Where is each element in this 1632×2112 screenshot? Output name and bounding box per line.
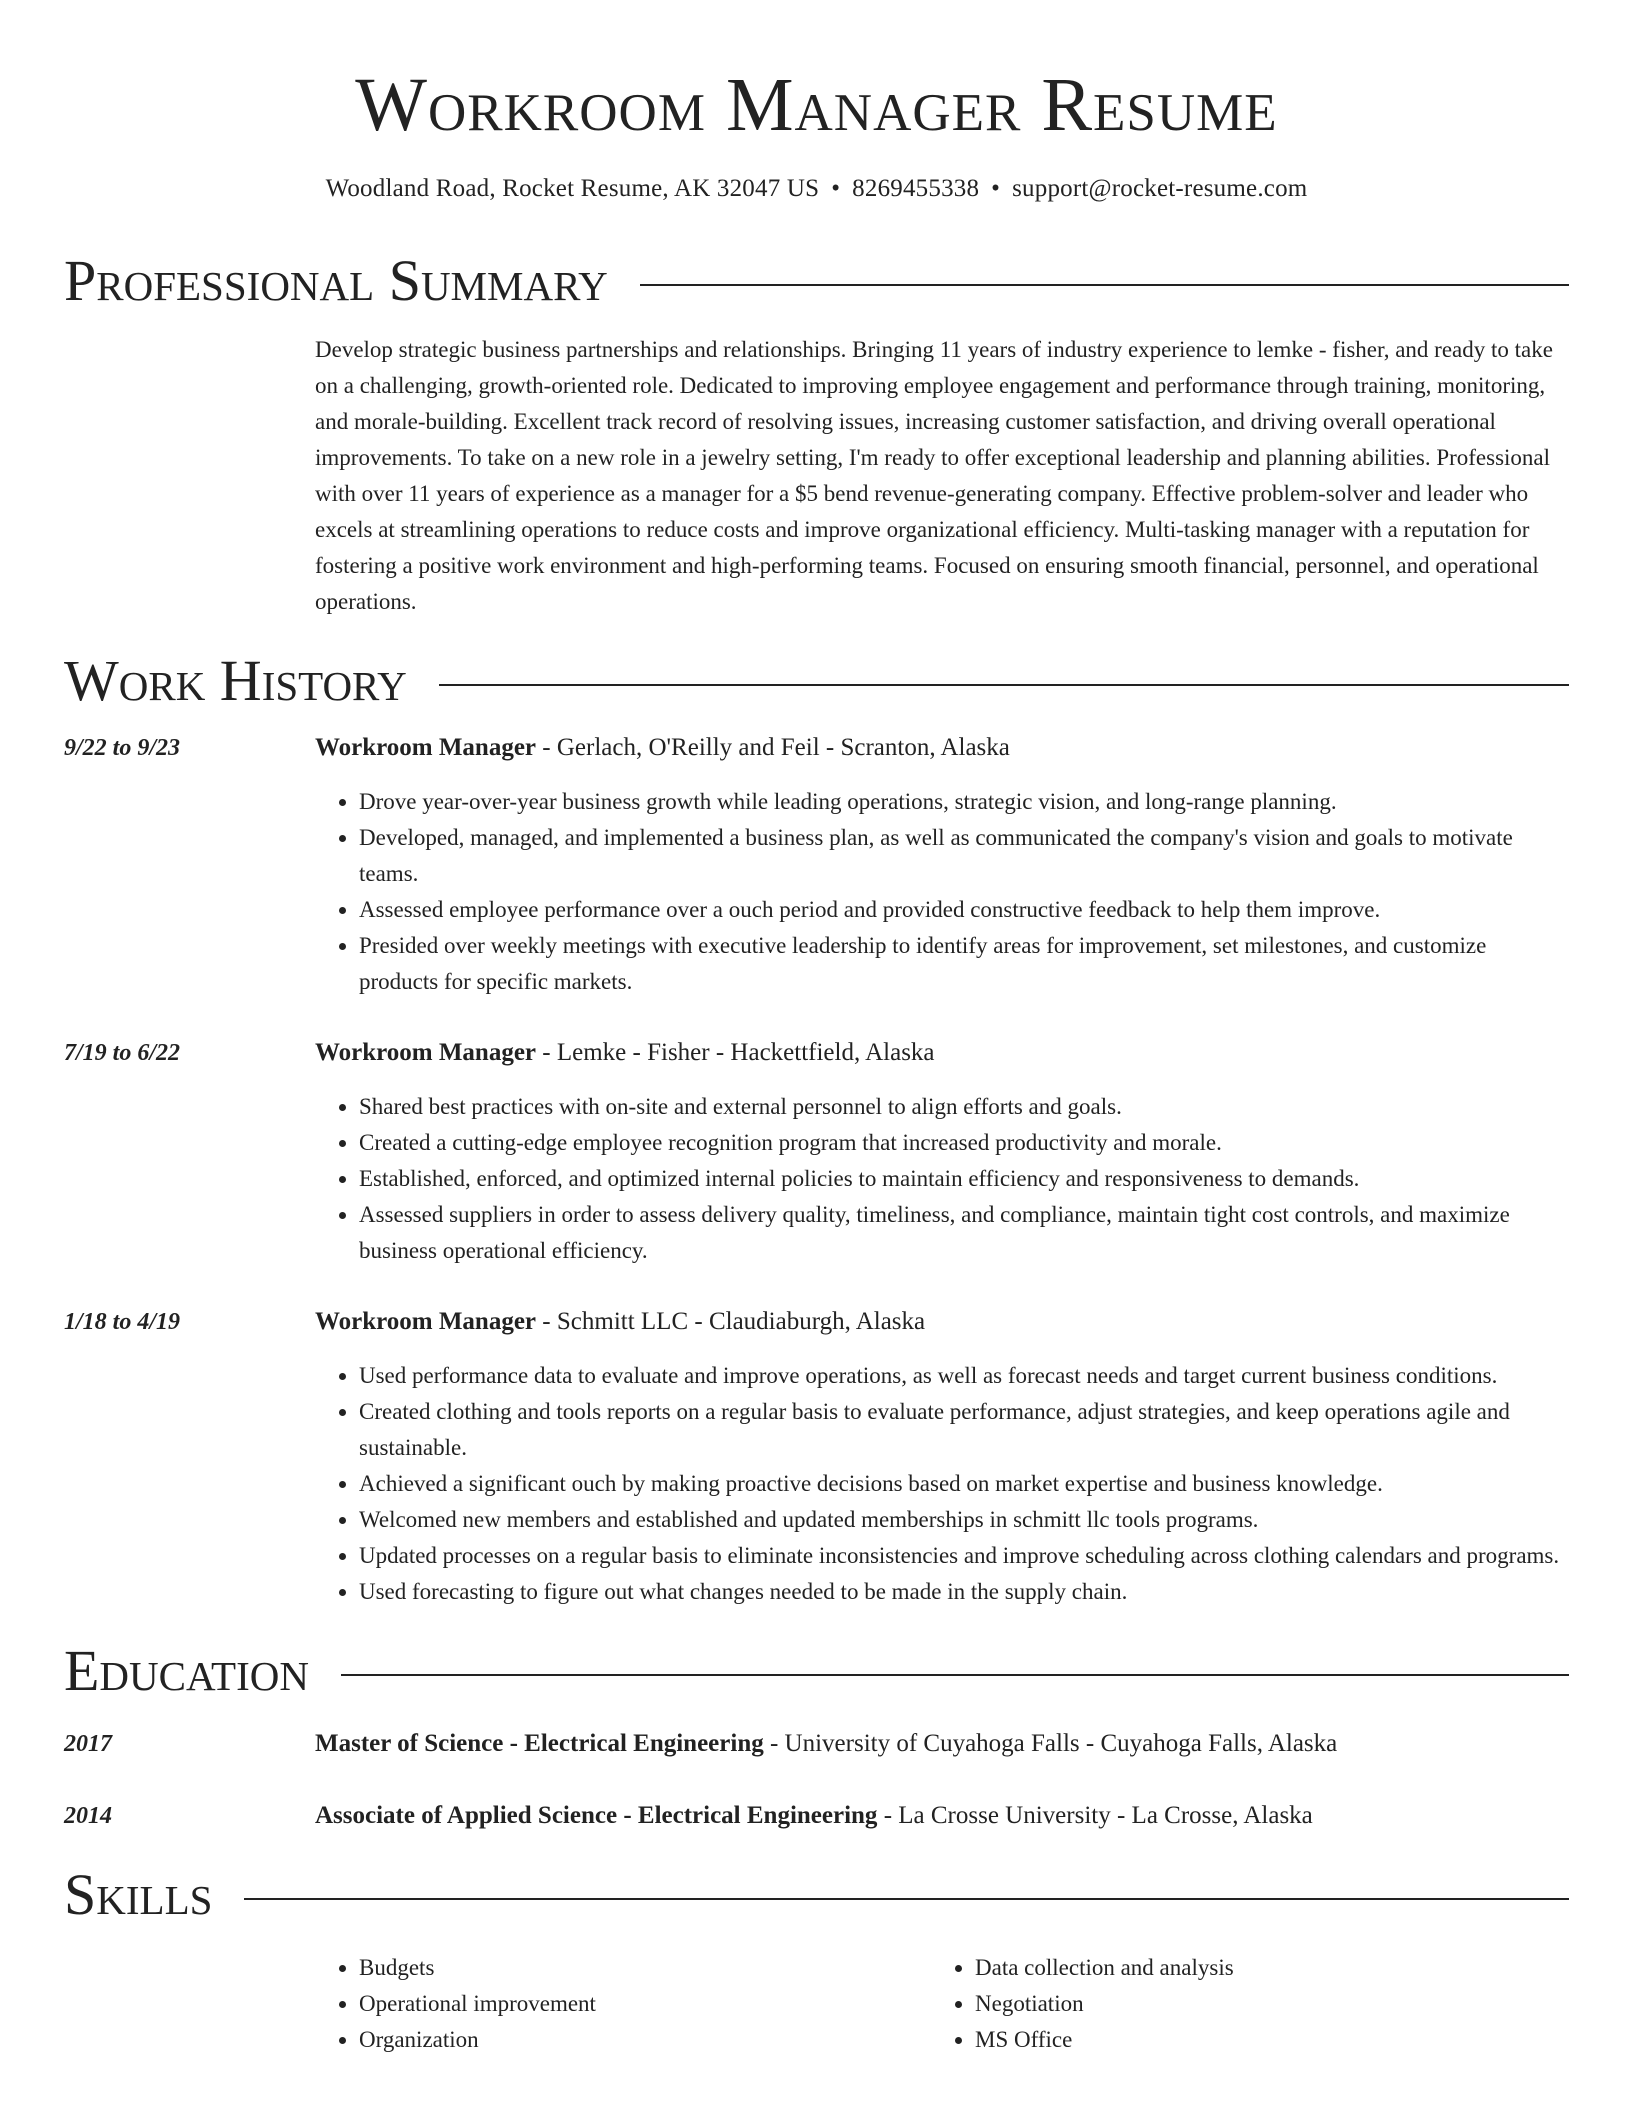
bullet-item: • Shared best practices with on-site and external personnel to align efforts and goals.: [359, 1089, 1569, 1125]
bullet-item: • Assessed employee performance over a ouch period and provided constructive feedback to help them improve.: [359, 892, 1569, 928]
skill-item: • Data collection and analysis: [975, 1950, 1547, 1986]
bullet-item: • Drove year-over-year business growth while leading operations, strategic vision, and long-range planning.: [359, 784, 1569, 820]
bullet-item: • Established, enforced, and optimized internal policies to maintain efficiency and responsiveness to demands.: [359, 1161, 1569, 1197]
job-content: [315, 1304, 1569, 1610]
education-date: 2014: [64, 1803, 112, 1829]
bullet-item: • Updated processes on a regular basis to eliminate inconsistencies and improve scheduling across clothing calendars and programs.: [359, 1538, 1569, 1574]
phone: 8269455338: [852, 175, 980, 202]
job-title-line: [315, 1304, 1569, 1340]
education-date: 2017: [64, 1731, 112, 1757]
job-title: Workroom Manager: [315, 1039, 537, 1066]
job-bullets: [315, 1089, 1569, 1269]
bullet-item: • Assessed suppliers in order to assess delivery quality, timeliness, and compliance, maintain tight cost controls, and maximize business operational efficiency.: [359, 1197, 1569, 1269]
skill-item: • Operational improvement: [359, 1986, 931, 2022]
bullet-item: • Presided over weekly meetings with executive leadership to identify areas for improvement, set milestones, and customize products for specific markets.: [359, 928, 1569, 1000]
education-entry: [64, 1798, 1569, 1834]
section-divider: [439, 684, 1569, 686]
skill-item: • Negotiation: [975, 1986, 1547, 2022]
job-date: 7/19 to 6/22: [64, 1040, 181, 1066]
job-details: - Schmitt LLC - Claudiaburgh, Alaska: [536, 1308, 926, 1335]
job-bullets: [315, 1358, 1569, 1610]
section-title: Professional Summary: [64, 248, 608, 313]
section-title: Education: [64, 1638, 309, 1703]
job-date: 1/18 to 4/19: [64, 1309, 181, 1335]
address: Woodland Road, Rocket Resume, AK 32047 US: [325, 175, 820, 202]
job-details: - Gerlach, O'Reilly and Feil - Scranton, Alaska: [536, 734, 1010, 761]
job-entry: [64, 730, 1569, 1000]
job-date: 9/22 to 9/23: [64, 735, 181, 761]
section-skills-heading: [64, 1860, 1569, 1930]
contact-line: [64, 172, 1569, 206]
skill-item: • Budgets: [359, 1950, 931, 1986]
bullet-item: • Developed, managed, and implemented a business plan, as well as communicated the company's vision and goals to motivate teams.: [359, 820, 1569, 892]
section-divider: [341, 1674, 1569, 1676]
section-divider: [244, 1898, 1569, 1900]
job-title: Workroom Manager: [315, 734, 537, 761]
separator: •: [991, 175, 1001, 202]
bullet-item: • Used performance data to evaluate and improve operations, as well as forecast needs and target current business conditions.: [359, 1358, 1569, 1394]
bullet-item: • Achieved a significant ouch by making proactive decisions based on market expertise and business knowledge.: [359, 1466, 1569, 1502]
skills-list: [315, 1950, 1569, 2058]
skills-column-left: [315, 1950, 931, 2058]
job-details: - Lemke - Fisher - Hackettfield, Alaska: [536, 1039, 935, 1066]
bullet-item: • Welcomed new members and established and updated memberships in schmitt llc tools programs.: [359, 1502, 1569, 1538]
section-title: Skills: [64, 1862, 213, 1927]
section-title: Work History: [64, 648, 407, 713]
bullet-item: • Used forecasting to figure out what changes needed to be made in the supply chain.: [359, 1574, 1569, 1610]
section-education-heading: [64, 1636, 1569, 1706]
job-title-line: [315, 1035, 1569, 1071]
section-divider: [640, 284, 1569, 286]
resume-page: [64, 0, 1569, 2058]
education-line: [315, 1726, 1569, 1762]
job-entry: [64, 1304, 1569, 1610]
skill-item: • Organization: [359, 2022, 931, 2058]
bullet-item: • Created clothing and tools reports on a regular basis to evaluate performance, adjust strategies, and keep operations agile and sustainable.: [359, 1394, 1569, 1466]
job-entry: [64, 1035, 1569, 1269]
education-details: - University of Cuyahoga Falls - Cuyahoga Falls, Alaska: [763, 1730, 1338, 1757]
job-content: [315, 730, 1569, 1000]
education-line: [315, 1798, 1569, 1834]
skills-column-right: [931, 1950, 1547, 2058]
education-entry: [64, 1726, 1569, 1762]
resume-title: Workroom Manager Resume: [355, 63, 1278, 147]
job-title-line: [315, 730, 1569, 766]
bullet-item: • Created a cutting-edge employee recognition program that increased productivity and morale.: [359, 1125, 1569, 1161]
job-bullets: [315, 784, 1569, 1000]
job-content: [315, 1035, 1569, 1269]
summary-text: Develop strategic business partnerships and relationships. Bringing 11 years of industry experience to lemke - fisher, and ready to take on a challenging, growth-oriented role. Dedicated to improving employee engagement and performance through training, monitoring, and morale-building. Excellent track record of resolving issues, increasing customer satisfaction, and driving overall operational improvements. To take on a new role in a jewelry setting, I'm ready to offer exceptional leadership and planning abilities. Professional with over 11 years of experience as a manager for a $5 bend revenue-generating company. Effective problem-solver and leader who excels at streamlining operations to reduce costs and improve organizational efficiency. Multi-tasking manager with a reputation for fostering a positive work environment and high-performing teams. Focused on ensuring smooth financial, personnel, and operational operations.: [315, 337, 1553, 614]
section-summary-heading: [64, 246, 1569, 316]
skill-item: • MS Office: [975, 2022, 1547, 2058]
education-details: - La Crosse University - La Crosse, Alaska: [877, 1802, 1313, 1829]
separator: •: [831, 175, 841, 202]
job-title: Workroom Manager: [315, 1308, 537, 1335]
email: support@rocket-resume.com: [1012, 175, 1308, 202]
degree: Master of Science - Electrical Engineering: [315, 1730, 764, 1757]
degree: Associate of Applied Science - Electrical Engineering: [315, 1802, 878, 1829]
section-work-heading: [64, 646, 1569, 716]
